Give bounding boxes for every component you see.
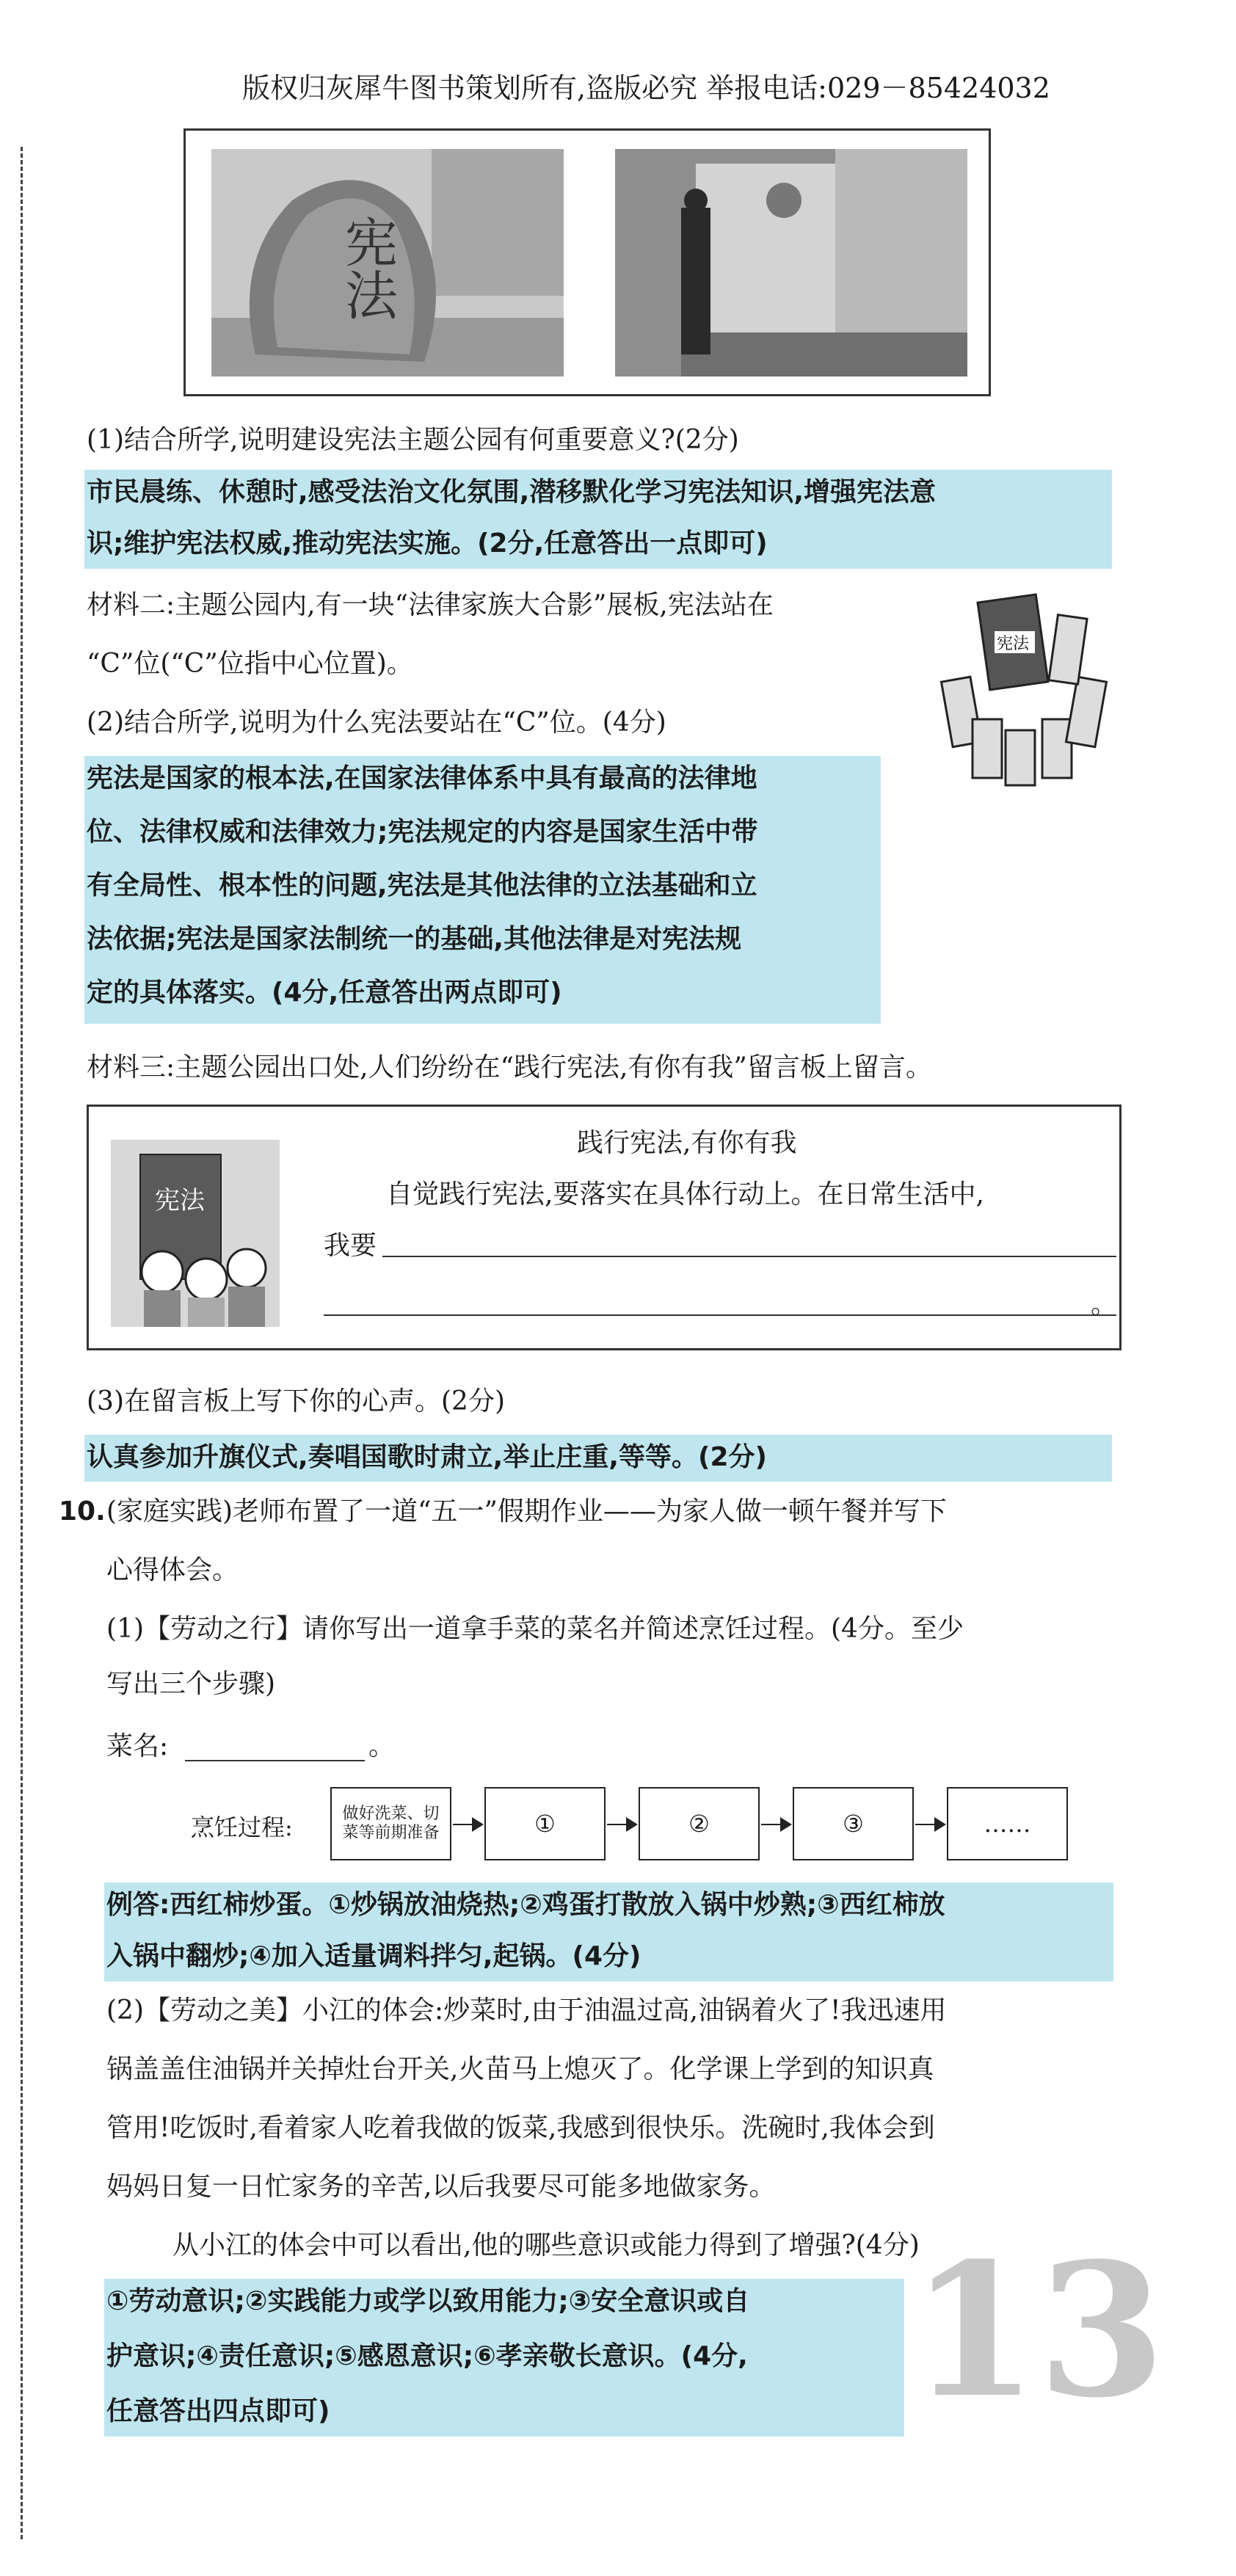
flow-arrow — [607, 1824, 636, 1825]
board-blank-line1[interactable] — [382, 1256, 1116, 1257]
q10-intro-line2: 心得体会。 — [106, 1555, 239, 1585]
flow-arrow — [761, 1824, 790, 1825]
board-illustration — [111, 1140, 280, 1327]
q9-part3-question: (3)在留言板上写下你的心声。(2分) — [87, 1386, 505, 1416]
park-stone-photo — [211, 149, 564, 376]
law-family-illustration — [932, 591, 1116, 789]
q10-part2-text-line4: 妈妈日复一日忙家务的辛苦,以后我要尽可能多地做家务。 — [106, 2172, 776, 2202]
q9-part3-answer: 认真参加升旗仪式,奏唱国歌时肃立,举止庄重,等等。(2分) — [87, 1442, 767, 1472]
q9-part2-answer-line3: 有全局性、根本性的问题,宪法是其他法律的立法基础和立 — [87, 870, 757, 900]
law-family-label: 宪法 — [997, 635, 1030, 653]
q9-part1-answer-line2: 识;维护宪法权威,推动宪法实施。(2分,任意答出一点即可) — [87, 528, 768, 559]
photo-frame — [183, 128, 991, 396]
material3: 材料三:主题公园出口处,人们纷纷在“践行宪法,有你有我”留言板上留言。 — [87, 1052, 932, 1083]
q9-part2-answer-line1: 宪法是国家的根本法,在国家法律体系中具有最高的法律地 — [87, 763, 757, 793]
q10-part2-text-line3: 管用!吃饭时,看着家人吃着我做的饭菜,我感到很快乐。洗碗时,我体会到 — [106, 2113, 935, 2143]
q9-part1-question: (1)结合所学,说明建设宪法主题公园有何重要意义?(2分) — [87, 425, 739, 455]
flow-arrow — [915, 1824, 945, 1825]
board-title: 践行宪法,有你有我 — [577, 1128, 797, 1158]
q10-part2-answer-line3: 任意答出四点即可) — [106, 2396, 330, 2426]
q9-part2-answer-line4: 法依据;宪法是国家法制统一的基础,其他法律是对宪法规 — [87, 924, 742, 954]
board-figure-label: 宪法 — [155, 1186, 205, 1215]
material2-line1: 材料二:主题公园内,有一块“法律家族大合影”展板,宪法站在 — [87, 590, 774, 620]
flow-step-3: ③ — [793, 1787, 914, 1860]
board-end: 。 — [1091, 1289, 1118, 1320]
dish-blank[interactable] — [185, 1760, 365, 1761]
flow-step-2: ② — [639, 1787, 760, 1860]
material2-line2: “C”位(“C”位指中心位置)。 — [87, 649, 413, 679]
q10-part2-question: 从小江的体会中可以看出,他的哪些意识或能力得到了增强?(4分) — [172, 2230, 920, 2260]
message-board — [87, 1105, 1122, 1350]
q10-part1-question-line1: (1)【劳动之行】请你写出一道拿手菜的菜名并简述烹饪过程。(4分。至少 — [106, 1614, 964, 1644]
q10-part1-answer-line2: 入锅中翻炒;④加入适量调料拌匀,起锅。(4分) — [106, 1941, 641, 1971]
q10-intro-line1: (家庭实践)老师布置了一道“五一”假期作业——为家人做一顿午餐并写下 — [106, 1496, 947, 1527]
dish-label: 菜名: — [106, 1731, 169, 1761]
binding-line — [21, 147, 23, 2539]
page-number: 13 — [910, 2222, 1166, 2438]
q10-part1-question-line2: 写出三个步骤) — [106, 1669, 276, 1699]
flow-step-prep: 做好洗菜、切菜等前期准备 — [330, 1787, 451, 1860]
board-text: 自觉践行宪法,要落实在具体行动上。在日常生活中, — [386, 1179, 984, 1209]
q10-number: 10. — [59, 1496, 106, 1527]
stone-carving: 宪法 — [336, 215, 398, 321]
dish-end: 。 — [368, 1731, 396, 1761]
q9-part2-answer-line5: 定的具体落实。(4分,任意答出两点即可) — [87, 978, 562, 1008]
q10-part2-text-line2: 锅盖盖住油锅并关掉灶台开关,火苗马上熄灭了。化学课上学到的知识真 — [106, 2054, 934, 2084]
flow-arrow — [453, 1824, 482, 1825]
q10-part1-answer-line1: 例答:西红柿炒蛋。①炒锅放油烧热;②鸡蛋打散放入锅中炒熟;③西红柿放 — [106, 1890, 945, 1920]
q9-part2-question: (2)结合所学,说明为什么宪法要站在“C”位。(4分) — [87, 707, 666, 738]
page-header: 版权归灰犀牛图书策划所有,盗版必究 举报电话:029－85424032 — [242, 72, 1050, 104]
flow-step-1: ① — [484, 1787, 606, 1860]
board-prompt: 我要 — [324, 1231, 377, 1261]
q9-part2-answer-line2: 位、法律权威和法律效力;宪法规定的内容是国家生活中带 — [87, 817, 758, 847]
q9-part1-answer-line1: 市民晨练、休憩时,感受法治文化氛围,潜移默化学习宪法知识,增强宪法意 — [87, 477, 937, 507]
q10-part2-text-line1: (2)【劳动之美】小江的体会:炒菜时,由于油温过高,油锅着火了!我迅速用 — [106, 1995, 947, 2026]
process-label: 烹饪过程: — [191, 1813, 293, 1841]
flow-step-more: …… — [947, 1787, 1068, 1860]
q10-part2-answer-line1: ①劳动意识;②实践能力或学以致用能力;③安全意识或自 — [106, 2286, 750, 2316]
board-blank-line2[interactable] — [324, 1314, 1116, 1316]
q10-part2-answer-line2: 护意识;④责任意识;⑤感恩意识;⑥孝亲敬长意识。(4分, — [106, 2341, 748, 2371]
park-board-photo — [615, 149, 967, 376]
